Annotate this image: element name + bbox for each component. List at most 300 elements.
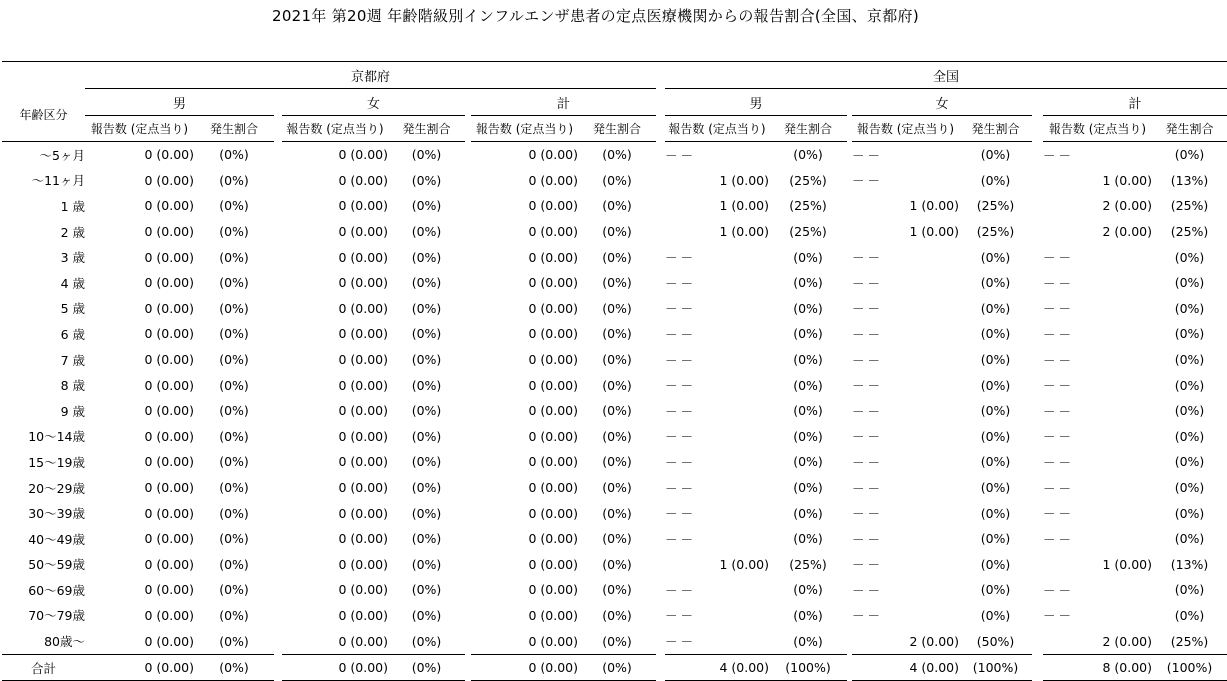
gap-cell (656, 321, 665, 347)
age-label: 〜5ヶ月 (39, 147, 85, 163)
kyoto-ratio-cell: (0%) (219, 377, 249, 393)
national-count-cell: －－ (1043, 147, 1075, 163)
national-ratio-cell: (25%) (789, 556, 827, 572)
gap-cell (1032, 193, 1043, 219)
kyoto-count-cell: 0 (0.00) (338, 428, 388, 444)
kyoto-ratio-cell: (0%) (219, 531, 249, 547)
gap-cell (656, 244, 665, 270)
kyoto-count-cell: 0 (0.00) (338, 275, 388, 291)
sub-head-count: 報告数 (定点当り) (665, 116, 769, 142)
kyoto-count-cell: 0 (0.00) (144, 224, 194, 240)
national-count-cell: －－ (852, 557, 884, 573)
gap-cell (1032, 603, 1043, 629)
national-ratio-cell: (0%) (980, 352, 1011, 368)
gap-cell (274, 270, 282, 296)
kyoto-ratio-cell: (0%) (411, 172, 442, 188)
national-ratio-cell: (0%) (1174, 480, 1205, 496)
kyoto-count-cell: 0 (0.00) (338, 224, 388, 240)
kyoto-count-cell: 0 (0.00) (528, 224, 578, 240)
national-ratio-cell: (50%) (976, 633, 1015, 649)
national-count-cell: 4 (0.00) (665, 654, 769, 681)
national-ratio-cell: (0%) (793, 454, 823, 470)
table-row (2, 475, 1227, 501)
gap-cell (1032, 270, 1043, 296)
total-label: 合計 (2, 654, 85, 681)
table-row (2, 244, 1227, 270)
kyoto-ratio-cell: (0%) (411, 582, 442, 598)
kyoto-ratio-cell: (0%) (219, 403, 249, 419)
national-count-cell: －－ (665, 582, 697, 598)
age-label: 〜11ヶ月 (31, 173, 85, 189)
national-count-cell: －－ (1043, 250, 1075, 266)
national-ratio-cell: (0%) (980, 403, 1011, 419)
kyoto-ratio-cell: (0%) (602, 454, 632, 470)
national-count-cell: －－ (1043, 582, 1075, 598)
national-count-cell: －－ (665, 608, 697, 624)
gap-cell (656, 475, 665, 501)
national-ratio-cell: (0%) (1174, 275, 1205, 291)
national-count-cell: －－ (852, 531, 884, 547)
gap-cell (1032, 628, 1043, 654)
kyoto-ratio-cell: (0%) (219, 275, 249, 291)
kyoto-ratio-cell: (0%) (388, 654, 465, 681)
kyoto-ratio-cell: (0%) (411, 275, 442, 291)
kyoto-count-cell: 0 (0.00) (338, 172, 388, 188)
age-label: 20〜29歳 (28, 480, 85, 496)
kyoto-count-cell: 0 (0.00) (144, 300, 194, 316)
gap-cell (1032, 500, 1043, 526)
national-count-cell: －－ (852, 301, 884, 317)
table-row (2, 270, 1227, 296)
kyoto-count-cell: 0 (0.00) (528, 505, 578, 521)
national-count-cell: －－ (852, 506, 884, 522)
gap-cell (656, 603, 665, 629)
national-count-cell: －－ (1043, 608, 1075, 624)
kyoto-ratio-cell: (0%) (411, 377, 442, 393)
gap-cell (1032, 116, 1043, 142)
age-label: 1 歳 (60, 198, 85, 214)
gap-cell (274, 193, 282, 219)
kyoto-ratio-cell: (0%) (219, 249, 249, 265)
gap-cell (1032, 449, 1043, 475)
national-ratio-cell: (0%) (980, 326, 1011, 342)
kyoto-count-cell: 0 (0.00) (338, 556, 388, 572)
kyoto-ratio-cell: (0%) (602, 198, 632, 214)
national-ratio-cell: (0%) (980, 377, 1011, 393)
gap-cell (1032, 654, 1043, 681)
national-ratio-cell: (0%) (793, 633, 823, 649)
gap-cell (1032, 398, 1043, 424)
kyoto-ratio-cell: (0%) (602, 428, 632, 444)
sub-head-ratio: 発生割合 (578, 116, 656, 142)
age-label: 6 歳 (60, 326, 85, 342)
age-label: 2 歳 (60, 224, 85, 240)
national-ratio-cell: (0%) (980, 531, 1011, 547)
gap-cell (1032, 142, 1043, 168)
kyoto-ratio-cell: (0%) (602, 607, 632, 623)
national-count-cell: －－ (852, 326, 884, 342)
table-row (2, 372, 1227, 398)
kyoto-count-cell: 0 (0.00) (528, 326, 578, 342)
total-row (2, 654, 1227, 681)
sub-head-count: 報告数 (定点当り) (282, 116, 388, 142)
national-count-cell: －－ (852, 608, 884, 624)
gap-cell (656, 449, 665, 475)
age-label: 40〜49歳 (28, 531, 85, 547)
kyoto-count-cell: 0 (0.00) (144, 326, 194, 342)
national-count-cell: －－ (665, 250, 697, 266)
gap-cell (656, 500, 665, 526)
kyoto-ratio-cell: (0%) (411, 531, 442, 547)
table-row (2, 500, 1227, 526)
national-count-cell: －－ (852, 429, 884, 445)
national-count-cell: －－ (665, 352, 697, 368)
national-ratio-cell: (0%) (980, 582, 1011, 598)
kyoto-count-cell: 0 (0.00) (282, 654, 388, 681)
kyoto-ratio-cell: (0%) (219, 352, 249, 368)
national-count-cell: －－ (665, 429, 697, 445)
kyoto-count-cell: 0 (0.00) (144, 275, 194, 291)
kyoto-ratio-cell: (0%) (219, 300, 249, 316)
national-count-cell: －－ (665, 403, 697, 419)
table-row (2, 142, 1227, 168)
gap-cell (1032, 526, 1043, 552)
kyoto-count-cell: 0 (0.00) (528, 249, 578, 265)
kyoto-ratio-cell: (0%) (411, 505, 442, 521)
kyoto-count-cell: 0 (0.00) (144, 428, 194, 444)
national-ratio-cell: (0%) (793, 505, 823, 521)
kyoto-ratio-cell: (0%) (602, 249, 632, 265)
national-count-cell: －－ (852, 147, 884, 163)
gap-cell (274, 116, 282, 142)
table-row (2, 193, 1227, 219)
kyoto-count-cell: 0 (0.00) (528, 198, 578, 214)
kyoto-count-cell: 0 (0.00) (528, 454, 578, 470)
national-ratio-cell: (0%) (793, 582, 823, 598)
kyoto-count-cell: 0 (0.00) (528, 403, 578, 419)
national-count-cell: 1 (0.00) (719, 224, 770, 240)
kyoto-count-cell: 0 (0.00) (471, 654, 578, 681)
kyoto-count-cell: 0 (0.00) (528, 607, 578, 623)
kyoto-count-cell: 0 (0.00) (144, 531, 194, 547)
national-ratio-cell: (0%) (1174, 352, 1205, 368)
national-ratio-cell: (0%) (980, 505, 1011, 521)
gap-cell (1032, 244, 1043, 270)
national-count-cell: －－ (1043, 429, 1075, 445)
national-count-cell: －－ (852, 480, 884, 496)
age-label: 8 歳 (60, 378, 85, 394)
kyoto-ratio-cell: (0%) (578, 654, 656, 681)
gap-cell (274, 296, 282, 322)
national-count-cell: －－ (852, 275, 884, 291)
kyoto-count-cell: 0 (0.00) (528, 300, 578, 316)
gap-cell (656, 424, 665, 450)
gap-cell (656, 270, 665, 296)
kyoto-ratio-cell: (0%) (411, 198, 442, 214)
sub-head-count: 報告数 (定点当り) (1043, 116, 1152, 142)
table-row (2, 168, 1227, 194)
kyoto-ratio-cell: (0%) (219, 172, 249, 188)
age-label: 7 歳 (60, 352, 85, 368)
age-label: 5 歳 (60, 301, 85, 317)
national-ratio-cell: (0%) (793, 607, 823, 623)
national-ratio-cell: (13%) (1170, 556, 1209, 572)
kyoto-ratio-cell: (0%) (411, 224, 442, 240)
national-count-cell: －－ (665, 326, 697, 342)
kyoto-count-cell: 0 (0.00) (528, 480, 578, 496)
table-row (2, 296, 1227, 322)
kyoto-ratio-cell: (0%) (219, 454, 249, 470)
national-count-cell: 2 (0.00) (1102, 633, 1153, 649)
gap-cell (656, 372, 665, 398)
national-ratio-cell: (25%) (1170, 633, 1209, 649)
gap-cell (1032, 552, 1043, 578)
national-ratio-cell: (0%) (980, 556, 1011, 572)
kyoto-count-cell: 0 (0.00) (338, 377, 388, 393)
kyoto-ratio-cell: (0%) (411, 352, 442, 368)
sub-head-count: 報告数 (定点当り) (85, 116, 194, 142)
sub-head-ratio: 発生割合 (388, 116, 465, 142)
sub-head-ratio: 発生割合 (769, 116, 847, 142)
national-count-cell: －－ (1043, 403, 1075, 419)
gap-cell (656, 347, 665, 373)
national-ratio-cell: (100%) (769, 654, 847, 681)
gap-cell (656, 526, 665, 552)
gap-cell (274, 449, 282, 475)
kyoto-count-cell: 0 (0.00) (528, 531, 578, 547)
national-count-cell: －－ (665, 480, 697, 496)
kyoto-ratio-cell: (0%) (411, 300, 442, 316)
kyoto-count-cell: 0 (0.00) (144, 147, 194, 163)
kyoto-count-cell: 0 (0.00) (144, 582, 194, 598)
gap-cell (274, 398, 282, 424)
kyoto-ratio-cell: (0%) (602, 403, 632, 419)
gap-cell (274, 475, 282, 501)
gap-cell (274, 142, 282, 168)
kyoto-count-cell: 0 (0.00) (144, 352, 194, 368)
national-count-cell: －－ (852, 250, 884, 266)
kyoto-ratio-cell: (0%) (411, 147, 442, 163)
national-count-cell: －－ (665, 531, 697, 547)
national-count-cell: －－ (852, 352, 884, 368)
table-row (2, 449, 1227, 475)
gap-cell (274, 577, 282, 603)
national-count-cell: －－ (1043, 301, 1075, 317)
sub-head-count: 報告数 (定点当り) (852, 116, 959, 142)
national-ratio-cell: (0%) (1174, 403, 1205, 419)
gap-cell (656, 116, 665, 142)
kyoto-ratio-cell: (0%) (602, 582, 632, 598)
national-count-cell: 1 (0.00) (909, 224, 960, 240)
kyoto-count-cell: 0 (0.00) (528, 147, 578, 163)
kyoto-count-cell: 0 (0.00) (528, 633, 578, 649)
national-ratio-cell: (25%) (976, 224, 1015, 240)
national-count-cell: 1 (0.00) (909, 198, 960, 214)
national-count-cell: －－ (1043, 275, 1075, 291)
age-label: 10〜14歳 (28, 429, 85, 445)
national-count-cell: －－ (852, 378, 884, 394)
kyoto-count-cell: 0 (0.00) (144, 403, 194, 419)
kyoto-ratio-cell: (0%) (602, 480, 632, 496)
kyoto-ratio-cell: (0%) (602, 326, 632, 342)
national-count-cell: 8 (0.00) (1043, 654, 1152, 681)
sex-head-national-total: 計 (1043, 89, 1227, 116)
national-ratio-cell: (100%) (1152, 654, 1227, 681)
gap-cell (274, 168, 282, 194)
national-count-cell: －－ (1043, 326, 1075, 342)
kyoto-count-cell: 0 (0.00) (144, 377, 194, 393)
gap-cell (274, 424, 282, 450)
national-count-cell: 2 (0.00) (1102, 224, 1153, 240)
national-count-cell: －－ (852, 454, 884, 470)
kyoto-ratio-cell: (0%) (219, 607, 249, 623)
kyoto-ratio-cell: (0%) (602, 147, 632, 163)
table-row (2, 603, 1227, 629)
kyoto-ratio-cell: (0%) (602, 352, 632, 368)
gap-cell (274, 244, 282, 270)
gap-cell (274, 628, 282, 654)
kyoto-count-cell: 0 (0.00) (144, 480, 194, 496)
age-label: 4 歳 (60, 275, 85, 291)
national-count-cell: －－ (1043, 454, 1075, 470)
national-ratio-cell: (0%) (1174, 300, 1205, 316)
gap-cell (656, 577, 665, 603)
table-row (2, 552, 1227, 578)
national-ratio-cell: (25%) (1170, 224, 1209, 240)
gap-cell (274, 603, 282, 629)
national-ratio-cell: (0%) (1174, 454, 1205, 470)
national-ratio-cell: (0%) (980, 607, 1011, 623)
table-row (2, 628, 1227, 654)
gap-cell (274, 347, 282, 373)
national-count-cell: 4 (0.00) (852, 654, 959, 681)
national-ratio-cell: (0%) (793, 352, 823, 368)
kyoto-count-cell: 0 (0.00) (144, 172, 194, 188)
kyoto-count-cell: 0 (0.00) (338, 326, 388, 342)
national-count-cell: －－ (665, 506, 697, 522)
national-ratio-cell: (0%) (793, 249, 823, 265)
kyoto-count-cell: 0 (0.00) (338, 147, 388, 163)
kyoto-count-cell: 0 (0.00) (338, 249, 388, 265)
kyoto-count-cell: 0 (0.00) (528, 428, 578, 444)
kyoto-ratio-cell: (0%) (219, 480, 249, 496)
age-label: 30〜39歳 (28, 506, 85, 522)
kyoto-ratio-cell: (0%) (219, 198, 249, 214)
national-ratio-cell: (0%) (1174, 607, 1205, 623)
national-count-cell: 1 (0.00) (719, 556, 770, 572)
sex-head-kyoto-female: 女 (282, 89, 465, 116)
gap-cell (1032, 372, 1043, 398)
kyoto-ratio-cell: (0%) (411, 480, 442, 496)
kyoto-ratio-cell: (0%) (411, 428, 442, 444)
gap-cell (656, 628, 665, 654)
national-count-cell: －－ (665, 147, 697, 163)
national-ratio-cell: (0%) (793, 147, 823, 163)
kyoto-ratio-cell: (0%) (411, 607, 442, 623)
sex-head-kyoto-total: 計 (471, 89, 656, 116)
kyoto-ratio-cell: (0%) (219, 582, 249, 598)
national-ratio-cell: (25%) (789, 224, 827, 240)
gap-cell (274, 654, 282, 681)
national-ratio-cell: (0%) (793, 275, 823, 291)
kyoto-count-cell: 0 (0.00) (338, 198, 388, 214)
kyoto-ratio-cell: (0%) (219, 505, 249, 521)
national-count-cell: －－ (852, 403, 884, 419)
gap-cell (274, 219, 282, 245)
kyoto-ratio-cell: (0%) (411, 633, 442, 649)
kyoto-count-cell: 0 (0.00) (338, 505, 388, 521)
national-ratio-cell: (0%) (793, 480, 823, 496)
gap-cell (1032, 347, 1043, 373)
sex-head-national-female: 女 (852, 89, 1032, 116)
sub-head-ratio: 発生割合 (1152, 116, 1227, 142)
national-count-cell: －－ (1043, 531, 1075, 547)
age-label: 70〜79歳 (28, 608, 85, 624)
national-ratio-cell: (25%) (789, 172, 827, 188)
gap-cell (274, 321, 282, 347)
national-count-cell: －－ (852, 173, 884, 189)
gap-cell (656, 398, 665, 424)
kyoto-ratio-cell: (0%) (194, 654, 274, 681)
gap-cell (656, 654, 665, 681)
kyoto-ratio-cell: (0%) (219, 428, 249, 444)
kyoto-count-cell: 0 (0.00) (144, 607, 194, 623)
kyoto-count-cell: 0 (0.00) (528, 582, 578, 598)
national-ratio-cell: (0%) (1174, 582, 1205, 598)
gap-cell (656, 296, 665, 322)
national-count-cell: 1 (0.00) (719, 172, 770, 188)
sex-head-kyoto-male: 男 (85, 89, 274, 116)
national-count-cell: －－ (852, 582, 884, 598)
gap-cell (274, 500, 282, 526)
sub-head-count: 報告数 (定点当り) (471, 116, 578, 142)
sub-head-ratio: 発生割合 (194, 116, 274, 142)
gap-cell (1032, 577, 1043, 603)
kyoto-count-cell: 0 (0.00) (338, 607, 388, 623)
national-count-cell: －－ (1043, 378, 1075, 394)
kyoto-ratio-cell: (0%) (602, 505, 632, 521)
table-row (2, 219, 1227, 245)
kyoto-count-cell: 0 (0.00) (338, 454, 388, 470)
national-count-cell: －－ (665, 454, 697, 470)
kyoto-count-cell: 0 (0.00) (338, 531, 388, 547)
national-ratio-cell: (13%) (1170, 172, 1209, 188)
gap-cell (1032, 424, 1043, 450)
national-ratio-cell: (0%) (980, 275, 1011, 291)
report-table (2, 61, 1227, 681)
national-count-cell: －－ (1043, 506, 1075, 522)
gap-cell (1032, 475, 1043, 501)
kyoto-count-cell: 0 (0.00) (338, 480, 388, 496)
national-ratio-cell: (25%) (1170, 198, 1209, 214)
age-column-header: 年齢区分 (2, 89, 85, 142)
kyoto-ratio-cell: (0%) (602, 556, 632, 572)
kyoto-ratio-cell: (0%) (219, 224, 249, 240)
gap-cell (1032, 321, 1043, 347)
table-row (2, 526, 1227, 552)
national-ratio-cell: (0%) (980, 300, 1011, 316)
kyoto-ratio-cell: (0%) (602, 275, 632, 291)
gap-cell (274, 372, 282, 398)
age-label: 80歳〜 (44, 634, 85, 650)
kyoto-count-cell: 0 (0.00) (338, 582, 388, 598)
kyoto-count-cell: 0 (0.00) (338, 633, 388, 649)
gap-cell (656, 219, 665, 245)
national-ratio-cell: (0%) (793, 403, 823, 419)
region-head-kyoto: 京都府 (85, 62, 656, 89)
kyoto-count-cell: 0 (0.00) (528, 556, 578, 572)
national-count-cell: －－ (665, 275, 697, 291)
